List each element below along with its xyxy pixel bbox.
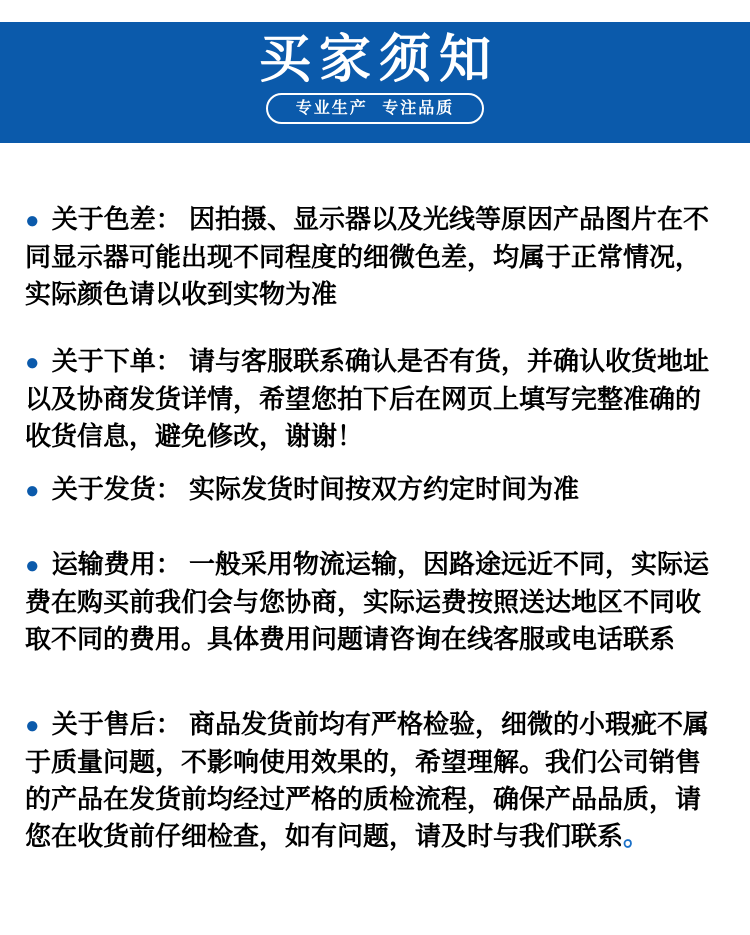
bullet-icon: ● bbox=[25, 477, 40, 504]
bullet-icon: ● bbox=[25, 552, 40, 579]
notice-item-color-difference bbox=[25, 201, 725, 313]
highlighted-period: 。 bbox=[623, 821, 650, 851]
notices-list bbox=[0, 201, 750, 855]
notice-item-shipping bbox=[25, 471, 725, 509]
subtitle-pill bbox=[266, 93, 484, 124]
header-banner bbox=[0, 22, 750, 143]
notice-text: 请与客服联系确认是否有货，并确认收货地址以及协商发货详情，希望您拍下后在网页上填写完整准确的收货信息，避免修改，谢谢！ bbox=[25, 346, 709, 451]
notice-label: 运输费用： bbox=[51, 549, 182, 579]
notice-text: 因拍摄、显示器以及光线等原因产品图片在不同显示器可能出现不同程度的细微色差，均属于正常情况，实际颜色请以收到实物为准 bbox=[25, 204, 709, 309]
subtitle-text: 专业生产 专注品质 bbox=[295, 100, 455, 117]
notice-label: 关于下单： bbox=[51, 346, 182, 376]
notice-label: 关于售后： bbox=[51, 709, 182, 739]
notice-text: 实际发货时间按双方约定时间为准 bbox=[188, 474, 579, 504]
page-title: 买家须知 bbox=[258, 31, 499, 89]
notice-label: 关于发货： bbox=[51, 474, 182, 504]
notice-text: 一般采用物流运输，因路途远近不同，实际运费在购买前我们会与您协商，实际运费按照送达地区不同收取不同的费用。具体费用问题请咨询在线客服或电话联系 bbox=[25, 549, 709, 654]
notice-text: 商品发货前均有严格检验，细微的小瑕疵不属于质量问题，不影响使用效果的，希望理解。我们公司销售的产品在发货前均经过严格的质检流程，确保产品品质，请您在收货前仔细检查，如有问题，请及时与我们联系 bbox=[25, 709, 709, 851]
notice-item-ordering bbox=[25, 343, 725, 455]
notice-label: 关于色差： bbox=[51, 204, 182, 234]
bullet-icon: ● bbox=[25, 207, 40, 234]
notice-item-transport-fee bbox=[25, 546, 725, 658]
bullet-icon: ● bbox=[25, 712, 40, 739]
notice-item-after-sales bbox=[25, 706, 725, 855]
bullet-icon: ● bbox=[25, 349, 40, 376]
